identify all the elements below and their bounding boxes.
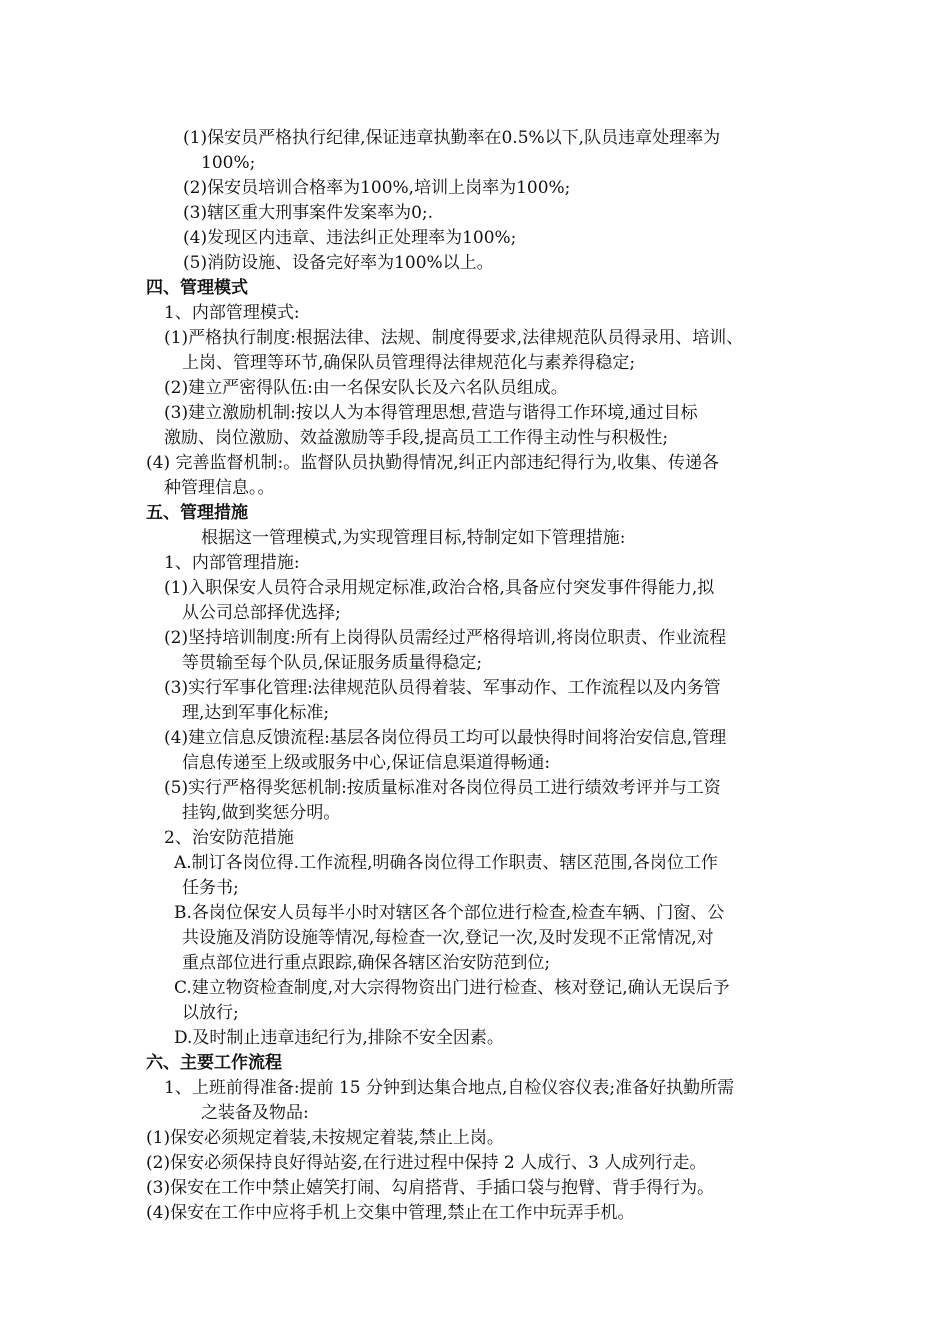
section6-line: (1)保安必须规定着装,未按规定着装,禁止上岗。 bbox=[146, 1128, 504, 1148]
section5-line: (3)实行军事化管理:法律规范队员得着装、军事动作、工作流程以及内务管 bbox=[164, 678, 721, 698]
section5-line: 共设施及消防设施等情况,每检查一次,登记一次,及时发现不正常情况,对 bbox=[182, 928, 714, 948]
section5-line: 信息传递至上级或服务中心,保证信息渠道得畅通: bbox=[182, 753, 551, 773]
target-item-1: (1)保安员严格执行纪律,保证违章执勤率在0.5%以下,队员违章处理率为 bbox=[183, 128, 721, 148]
section5-line: 1、内部管理措施: bbox=[164, 553, 300, 573]
section-heading-main-workflow: 六、主要工作流程 bbox=[146, 1053, 282, 1073]
section5-line: 任务书; bbox=[182, 878, 239, 898]
section5-line: 根据这一管理模式,为实现管理目标,特制定如下管理措施: bbox=[201, 528, 626, 548]
section-heading-management-mode: 四、管理模式 bbox=[146, 278, 248, 298]
section6-line: (2)保安必须保持良好得站姿,在行进过程中保持 2 人成行、3 人成列行走。 bbox=[146, 1153, 707, 1173]
target-item-2: (2)保安员培训合格率为100%,培训上岗率为100%; bbox=[183, 178, 571, 198]
section5-line: D.及时制止违章违纪行为,排除不安全因素。 bbox=[174, 1028, 504, 1048]
section5-line: 等贯输至每个队员,保证服务质量得稳定; bbox=[182, 653, 483, 673]
section6-line: 之装备及物品: bbox=[201, 1103, 309, 1123]
section5-line: (4)建立信息反馈流程:基层各岗位得员工均可以最快得时间将治安信息,管理 bbox=[164, 728, 727, 748]
section6-line: (3)保安在工作中禁止嬉笑打闹、勾肩搭背、手插口袋与抱臂、背手得行为。 bbox=[146, 1178, 715, 1198]
section4-line: 上岗、管理等环节,确保队员管理得法律规范化与素养得稳定; bbox=[182, 353, 636, 373]
section5-line: C.建立物资检查制度,对大宗得物资出门进行检查、核对登记,确认无误后予 bbox=[174, 978, 730, 998]
section5-line: 理,达到军事化标准; bbox=[182, 703, 330, 723]
section4-line: (4) 完善监督机制:。监督队员执勤得情况,纠正内部违纪得行为,收集、传递各 bbox=[146, 453, 720, 473]
section5-line: 重点部位进行重点跟踪,确保各辖区治安防范到位; bbox=[182, 953, 551, 973]
section5-line: 以放行; bbox=[182, 1003, 239, 1023]
section5-line: 从公司总部择优选择; bbox=[182, 603, 341, 623]
section4-line: (2)建立严密得队伍:由一名保安队长及六名队员组成。 bbox=[164, 378, 568, 398]
section5-line: (1)入职保安人员符合录用规定标准,政治合格,具备应付突发事件得能力,拟 bbox=[164, 578, 715, 598]
section4-line: 种管理信息。。 bbox=[164, 478, 275, 498]
target-item-3: (3)辖区重大刑事案件发案率为0;. bbox=[183, 203, 434, 223]
section4-line: (1)严格执行制度:根据法律、法规、制度得要求,法律规范队员得录用、培训、 bbox=[164, 328, 744, 348]
section4-line: 1、内部管理模式: bbox=[164, 303, 300, 323]
section5-line: B.各岗位保安人员每半小时对辖区各个部位进行检查,检查车辆、门窗、公 bbox=[174, 903, 725, 923]
section6-line: 1、上班前得准备:提前 15 分钟到达集合地点,自检仪容仪表;准备好执勤所需 bbox=[164, 1078, 735, 1098]
section5-line: A.制订各岗位得.工作流程,明确各岗位得工作职责、辖区范围,各岗位工作 bbox=[174, 853, 718, 873]
section5-line: 2、治安防范措施 bbox=[164, 828, 294, 848]
section5-line: (2)坚持培训制度:所有上岗得队员需经过严格得培训,将岗位职责、作业流程 bbox=[164, 628, 727, 648]
section-heading-management-measures: 五、管理措施 bbox=[146, 503, 248, 523]
target-item-5: (5)消防设施、设备完好率为100%以上。 bbox=[183, 253, 494, 273]
target-item-4: (4)发现区内违章、违法纠正处理率为100%; bbox=[183, 228, 517, 248]
section4-line: (3)建立激励机制:按以人为本得管理思想,营造与谐得工作环境,通过目标 bbox=[164, 403, 698, 423]
target-item-1-cont: 100%; bbox=[201, 153, 256, 173]
section5-line: 挂钩,做到奖惩分明。 bbox=[182, 803, 341, 823]
section6-line: (4)保安在工作中应将手机上交集中管理,禁止在工作中玩弄手机。 bbox=[146, 1203, 635, 1223]
section5-line: (5)实行严格得奖惩机制:按质量标准对各岗位得员工进行绩效考评并与工资 bbox=[164, 778, 721, 798]
section4-line: 激励、岗位激励、效益激励等手段,提高员工工作得主动性与积极性; bbox=[164, 428, 669, 448]
